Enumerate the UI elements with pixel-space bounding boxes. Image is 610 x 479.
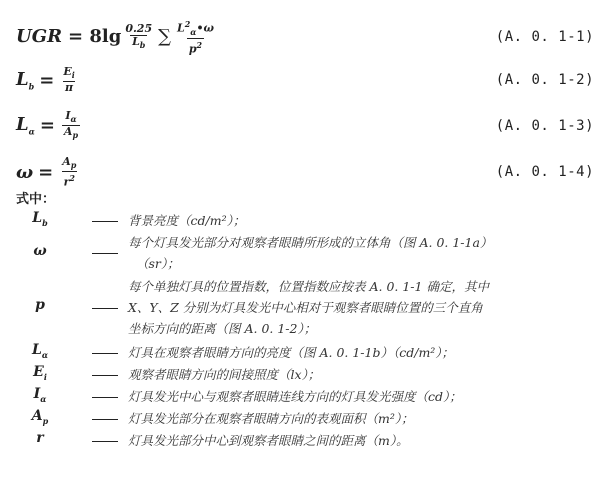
equation-lb [16,66,594,94]
ugr-frac1-den: $L_b$ [132,34,146,50]
lb-fraction [61,66,76,94]
definition-text: 观察者眼睛方向的间接照度（lx）； [128,367,321,382]
where-label: 式中： [16,192,56,207]
equation-number: (A. 0. 1-3) [495,117,594,134]
definition-dash [92,397,118,398]
omega-frac-den: $r^2$ [63,173,75,189]
definition-symbol: $E_i$ [33,364,47,382]
definition-text: 灯具发光部分在观察者眼睛方向的表观面积（m²）； [128,411,414,426]
equation-number: (A. 0. 1-1) [495,28,594,45]
definition-text: 每个灯具发光部分对观察者眼睛所形成的立体角（图 A. 0. 1-1a） （sr）； [128,235,493,271]
definition-symbol: r [36,430,44,446]
definition-dash [92,353,118,354]
lb-frac-num: $E_i$ [63,65,75,81]
equation-la [16,110,594,141]
equation-number: (A. 0. 1-4) [495,164,594,181]
omega-lhs: ω [16,161,34,183]
definition-text: 背景亮度（cd/m²）； [128,213,246,228]
summation-symbol: ∑ [158,26,171,48]
omega-fraction [60,156,78,189]
lb-frac-den: π [65,81,74,95]
definition-text: 灯具在观察者眼睛方向的亮度（图 A. 0. 1-1b）（cd/m²）； [128,345,455,360]
definition-dash [92,419,118,420]
ugr-fraction-2 [175,18,216,56]
equation-lb-formula [16,66,79,94]
equation-omega [16,156,594,189]
definition-symbol: $L_\alpha$ [32,342,48,360]
lb-lhs: $L_b$ [16,68,35,92]
definition-dash [92,253,118,254]
ugr-lhs: UGR [16,26,63,48]
definition-symbol: p [35,297,45,313]
la-lhs: $L_\alpha$ [16,114,35,137]
definition-symbol: $A_p$ [31,408,49,426]
equation-number: (A. 0. 1-2) [495,72,594,89]
definition-dash [92,221,118,222]
equation-ugr [16,18,594,56]
equals-sign: = [38,161,54,183]
ugr-fraction-1 [123,23,154,51]
definition-symbol: $L_b$ [32,210,48,228]
ugr-frac1-num: 0.25 [125,21,153,35]
definition-dash [92,441,118,442]
equation-omega-formula [16,156,80,189]
la-frac-num: $I_\alpha$ [65,109,77,125]
equation-la-formula [16,110,82,141]
definition-symbol: $I_\alpha$ [33,386,47,404]
ugr-frac2-den: $p^2$ [188,39,203,56]
equals-sign: = [39,115,55,137]
la-frac-den: $A_p$ [63,125,79,141]
la-fraction [62,110,80,141]
definition-dash [92,375,118,376]
ugr-lead: = 8lg [68,26,122,48]
equation-ugr-formula [16,18,218,56]
definition-text: 灯具发光部分中心到观察者眼睛之间的距离（m）。 [128,433,409,448]
ugr-frac2-num: $L^2_\alpha•\omega$ [176,19,214,37]
definition-text: 每个单独灯具的位置指数，位置指数应按表 A. 0. 1-1 确定，其中 X、Y、Z 分别为灯具发光中心相对于观察者眼睛位置的三个直角 坐标方向的距离（图 A. 0. 1-2）； [128,279,489,336]
omega-frac-num: $A_p$ [62,155,77,171]
equals-sign: = [39,69,55,91]
definition-symbol: ω [33,243,47,259]
definition-text: 灯具发光中心与观察者眼睛连线方向的灯具发光强度（cd）； [128,389,462,404]
definition-dash [92,308,118,309]
